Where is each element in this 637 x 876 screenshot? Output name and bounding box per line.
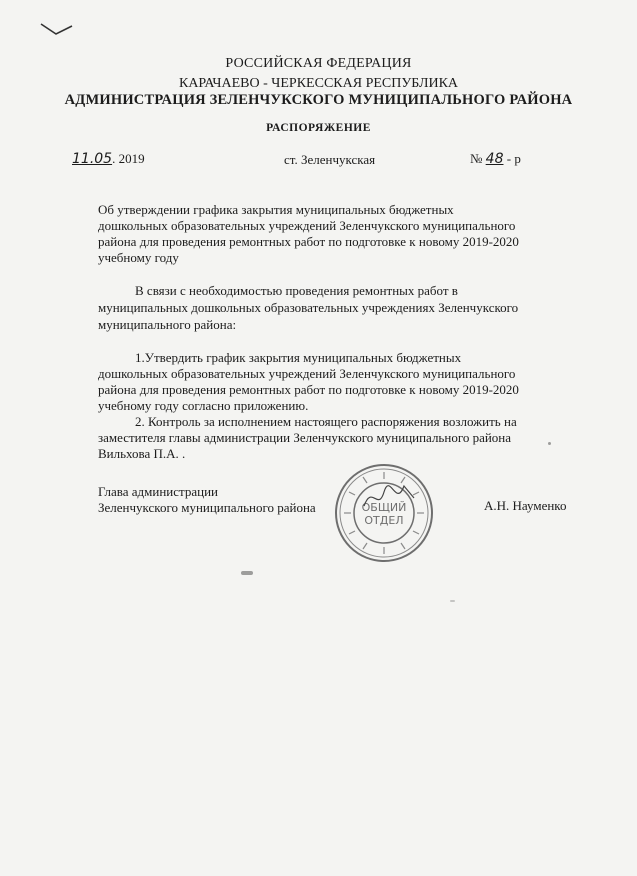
scan-artifact <box>548 442 551 445</box>
signature-position: Глава администрации <box>98 484 219 499</box>
document-place: ст. Зеленчукская <box>284 152 376 167</box>
item-2-line: заместителя главы администрации Зеленчукского муниципального района <box>98 430 512 445</box>
item-1-line: дошкольных образовательных учреждений Зеленчукского муниципального <box>98 366 516 381</box>
number-handwritten: 48 <box>485 151 504 167</box>
preamble-line: В связи с необходимостью проведения ремонтных работ в <box>135 283 458 298</box>
number-prefix: № <box>470 151 483 166</box>
title-line: района для проведения ремонтных работ по подготовке к новому 2019-2020 <box>98 234 519 249</box>
header-country: РОССИЙСКАЯ ФЕДЕРАЦИЯ <box>225 56 412 71</box>
stamp-text: ОБЩИЙ <box>361 501 407 514</box>
number-suffix: - р <box>506 151 521 166</box>
preamble-line: муниципального района: <box>98 317 237 332</box>
header-administration: АДМИНИСТРАЦИЯ ЗЕЛЕНЧУКСКОГО МУНИЦИПАЛЬНОГО РАЙОНА <box>64 92 573 108</box>
scan-artifact <box>241 571 253 575</box>
item-1-line: 1.Утвердить график закрытия муниципальных бюджетных <box>135 350 462 365</box>
signature-position: Зеленчукского муниципального района <box>98 500 316 515</box>
document-number <box>470 151 521 167</box>
item-2-line: Вильхова П.А. . <box>98 446 186 461</box>
date-year: . 2019 <box>112 151 145 166</box>
document-date <box>72 151 145 167</box>
scan-artifact <box>450 600 455 602</box>
header-republic: КАРАЧАЕВО - ЧЕРКЕССКАЯ РЕСПУБЛИКА <box>178 76 459 91</box>
preamble-line: муниципальных дошкольных образовательных учреждениях Зеленчукского <box>98 300 519 315</box>
date-handwritten: 11.05 <box>72 151 113 167</box>
signature-scribble <box>360 478 420 518</box>
document-type: РАСПОРЯЖЕНИЕ <box>266 122 371 134</box>
item-1-line: учебному году согласно приложению. <box>98 398 309 413</box>
signature-name: А.Н. Науменко <box>484 498 567 513</box>
item-2-line: 2. Контроль за исполнением настоящего распоряжения возложить на <box>135 414 517 429</box>
stamp-text: ОТДЕЛ <box>364 514 404 527</box>
title-line: дошкольных образовательных учреждений Зеленчукского муниципального <box>98 218 516 233</box>
title-line: учебному году <box>98 250 179 265</box>
corner-mark-icon <box>38 20 78 42</box>
item-1-line: района для проведения ремонтных работ по подготовке к новому 2019-2020 <box>98 382 519 397</box>
title-line: Об утверждении графика закрытия муниципальных бюджетных <box>98 202 454 217</box>
